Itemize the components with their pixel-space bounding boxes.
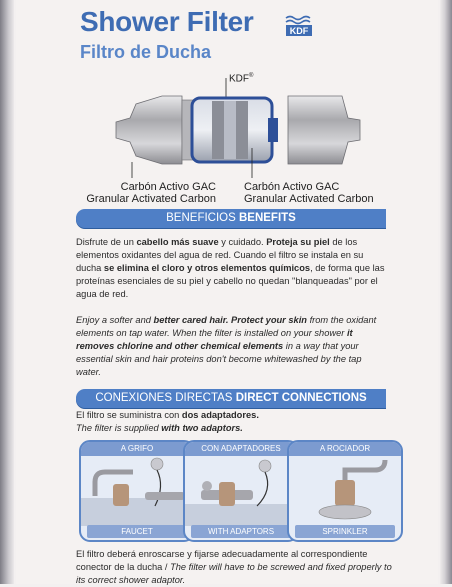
right-housing	[288, 96, 360, 164]
faucet-illustration	[81, 456, 193, 526]
faucet-panel-title: A GRIFO	[81, 442, 193, 456]
sprinkler-illustration	[289, 456, 401, 526]
left-housing	[116, 96, 182, 164]
box-right-edge	[440, 0, 452, 584]
installation-note: El filtro deberá enroscarse y fijarse adecuadamente al correspondiente conector de la ducha / The filter will have to be screwed and fixed properly to its correct shower adaptor.	[76, 549, 392, 585]
sprinkler-panel-title: A ROCIADOR	[289, 442, 401, 456]
benefits-text-en: Enjoy a softer and better cared hair. Protect your skin from the oxidant elements on tap water. When the filter is installed on your shower it removes chlorine and other chemical elements in a way that your essential skin and hair proteins don't become whitewashed by the tap water.	[76, 315, 377, 377]
box-left-edge	[0, 0, 14, 584]
kdf-logo-text: KDF	[289, 26, 309, 36]
page-subtitle: Filtro de Ducha	[80, 42, 212, 62]
carbon-label-right: Carbón Activo GAC Granular Activated Carbon	[244, 181, 374, 205]
adaptors-illustration	[185, 456, 297, 526]
page-title: Shower Filter	[80, 6, 254, 37]
faucet-panel	[79, 440, 195, 542]
sprinkler-panel-label: SPRINKLER	[295, 525, 395, 538]
carbon-label-left: Carbón Activo GAC Granular Activated Carbon	[86, 181, 216, 205]
benefits-text-es: Disfrute de un cabello más suave y cuidado. Proteja su piel de los elementos oxidantes del agua de red. Cuando el filtro se instala en su ducha se elimina el cloro y otros elementos químicos, de forma que las proteínas esenciales de su piel y cabello no quedan "blanqueadas" por el agua de red.	[76, 237, 385, 299]
kdf-logo	[284, 14, 314, 38]
faucet-panel-label: FAUCET	[87, 525, 187, 538]
connections-intro: El filtro se suministra con dos adaptadores. The filter is supplied with two adaptors.	[76, 410, 259, 433]
adaptors-panel-title: CON ADAPTADORES	[185, 442, 297, 456]
adaptors-panel-label: WITH ADAPTORS	[191, 525, 291, 538]
benefits-heading: BENEFICIOS BENEFITS	[76, 209, 386, 228]
kdf-label: KDF®	[229, 73, 254, 85]
adaptors-panel	[183, 440, 299, 542]
sprinkler-panel	[287, 440, 403, 542]
filter-cartridge-diagram	[112, 78, 362, 178]
connections-heading: CONEXIONES DIRECTAS DIRECT CONNECTIONS	[76, 389, 386, 408]
